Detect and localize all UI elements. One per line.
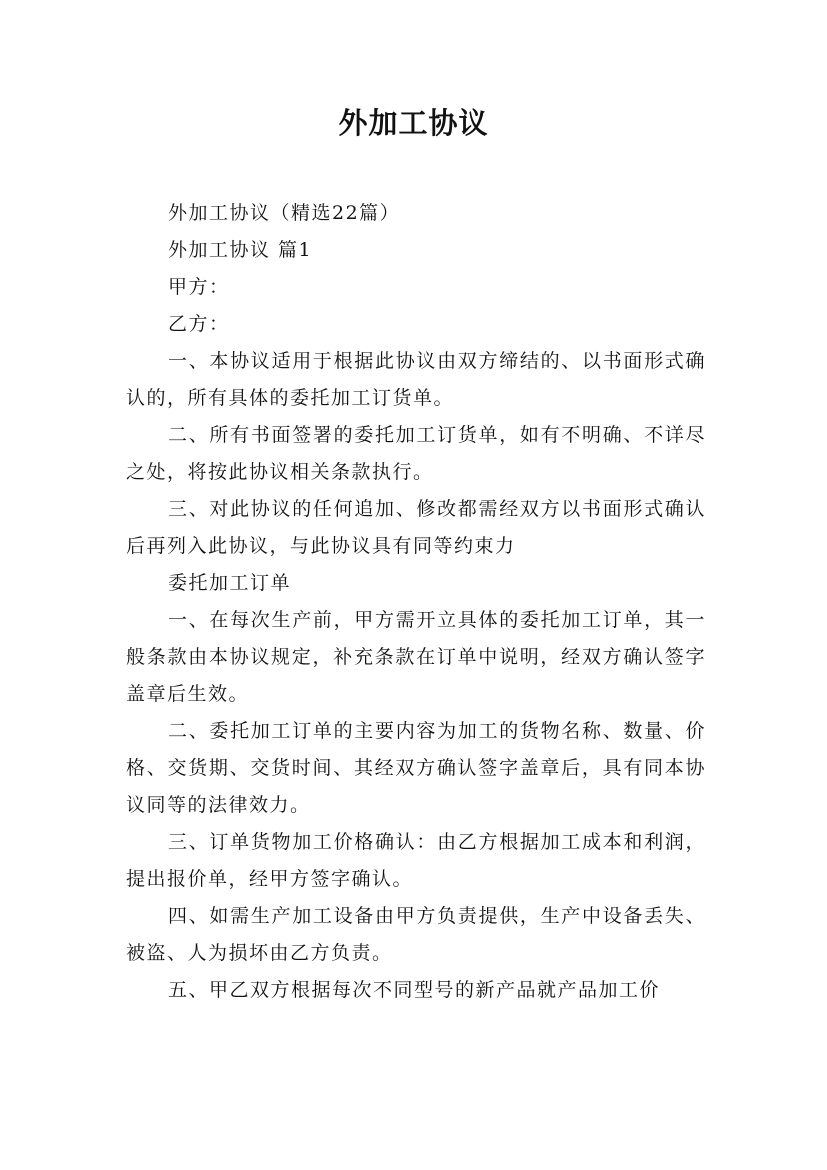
- paragraph-clause-2: 二、所有书面签署的委托加工订货单，如有不明确、不详尽之处，将按此协议相关条款执行。: [126, 424, 706, 483]
- paragraph-order-1: 一、在每次生产前，甲方需开立具体的委托加工订单，其一般条款由本协议规定，补充条款在订单中说明，经双方确认签字盖章后生效。: [126, 609, 706, 705]
- paragraph-order-heading: 委托加工订单: [168, 572, 292, 594]
- paragraph-party-b: 乙方：: [168, 313, 230, 335]
- document-title: 外加工协议: [338, 106, 489, 140]
- paragraph-order-3: 三、订单货物加工价格确认：由乙方根据加工成本和利润，提出报价单，经甲方签字确认。: [126, 831, 706, 890]
- paragraph-subtitle: 外加工协议（精选22篇）: [168, 202, 401, 224]
- paragraph-order-2: 二、委托加工订单的主要内容为加工的货物名称、数量、价格、交货期、交货时间、其经双方确认签字盖章后，具有同本协议同等的法律效力。: [126, 720, 706, 816]
- paragraph-order-4: 四、如需生产加工设备由甲方负责提供，生产中设备丢失、被盗、人为损坏由乙方负责。: [126, 905, 706, 964]
- paragraph-order-5: 五、甲乙双方根据每次不同型号的新产品就产品加工价: [168, 979, 661, 1001]
- document-body: [126, 195, 706, 1009]
- paragraph-party-a: 甲方：: [168, 276, 230, 298]
- paragraph-clause-1: 一、本协议适用于根据此协议由双方缔结的、以书面形式确认的，所有具体的委托加工订货单。: [126, 350, 706, 409]
- paragraph-clause-3: 三、对此协议的任何追加、修改都需经双方以书面形式确认后再列入此协议，与此协议具有同等约束力: [126, 498, 706, 557]
- paragraph-section-heading: 外加工协议 篇1: [168, 239, 313, 261]
